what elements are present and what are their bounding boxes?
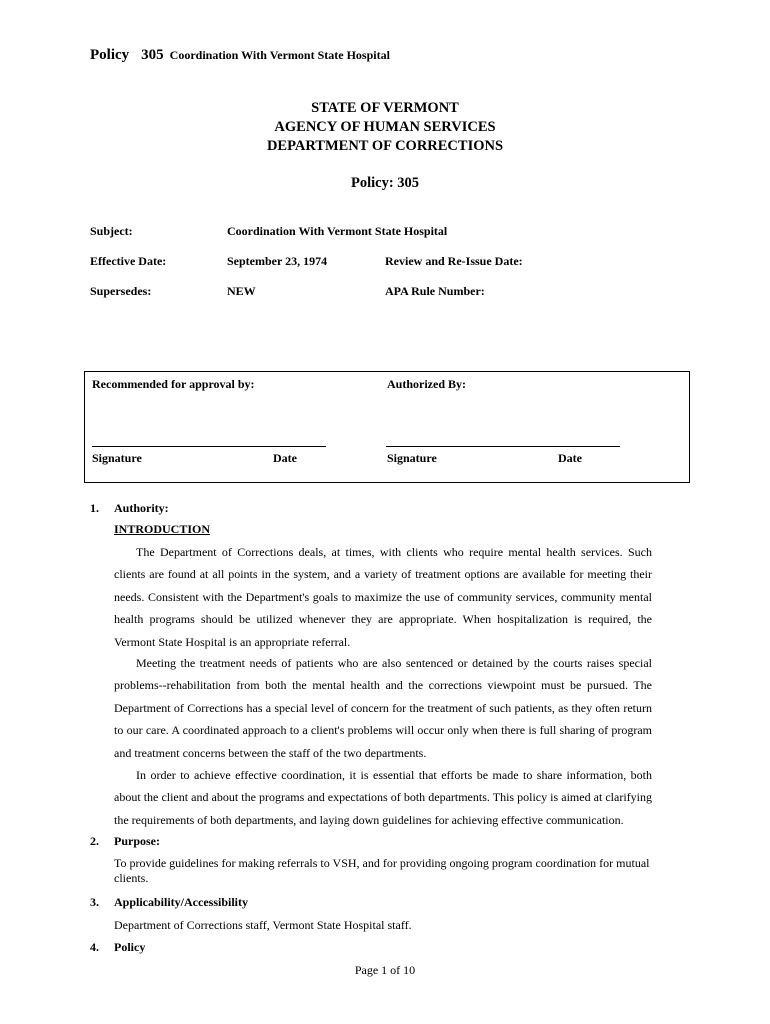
intro-paragraph-2 bbox=[114, 652, 652, 764]
authorized-signature-label: Signature bbox=[387, 451, 437, 465]
supersedes-value: NEW bbox=[227, 284, 256, 298]
section-2-title: Purpose: bbox=[114, 834, 160, 848]
section-4-title: Policy bbox=[114, 940, 146, 954]
section-3-title: Applicability/Accessibility bbox=[114, 895, 249, 909]
section-3-text: Department of Corrections staff, Vermont State Hospital staff. bbox=[114, 918, 412, 932]
intro-paragraph-1-text: The Department of Corrections deals, at times, with clients who require mental health services. Such clients are found at all points in the system, and a variety of treatment options are available for meeting their needs. Consistent with the Department's goals to maximize the use of community services, community mental health programs should be utilized whenever they are appropriate. When hospitalization is required, the Vermont State Hospital is an appropriate referral. bbox=[114, 545, 652, 649]
intro-paragraph-1 bbox=[114, 541, 652, 653]
authorized-signature-line bbox=[386, 446, 620, 447]
section-1-number: 1. bbox=[90, 501, 99, 515]
authorized-label: Authorized By: bbox=[387, 377, 466, 391]
review-date-label: Review and Re-Issue Date: bbox=[385, 254, 523, 268]
intro-paragraph-2-text: Meeting the treatment needs of patients who are also sentenced or detained by the courts raises special problems--rehabilitation from both the mental health and the corrections viewpoint must be pursued. The Department of Corrections has a special level of concern for the treatment of such patients, as they often return to our care. A coordinated approach to a client's problems will occur only when there is full sharing of program and treatment concerns between the staff of the two departments. bbox=[114, 656, 652, 760]
recommended-date-label: Date bbox=[273, 451, 297, 465]
effective-date-value: September 23, 1974 bbox=[227, 254, 328, 268]
running-header bbox=[90, 47, 390, 64]
recommended-signature-label: Signature bbox=[92, 451, 142, 465]
effective-date-label: Effective Date: bbox=[90, 254, 167, 268]
section-2-number: 2. bbox=[90, 834, 99, 848]
agency-line-2: AGENCY OF HUMAN SERVICES bbox=[274, 119, 496, 135]
recommended-signature-line bbox=[92, 446, 326, 447]
intro-paragraph-3 bbox=[114, 764, 652, 831]
intro-paragraph-3-text: In order to achieve effective coordination, it is essential that efforts be made to share information, both about the client and about the programs and expectations of both departments. This policy is aimed at clarifying the requirements of both departments, and laying down guidelines for achieving effective communication. bbox=[114, 768, 652, 827]
apa-rule-label: APA Rule Number: bbox=[385, 284, 485, 298]
page-number: Page 1 of 10 bbox=[354, 963, 416, 977]
agency-line-1: STATE OF VERMONT bbox=[311, 100, 459, 116]
section-2-text: To provide guidelines for making referrals to VSH, and for providing ongoing program coordination for mutual clients. bbox=[114, 856, 650, 885]
subject-label: Subject: bbox=[90, 224, 133, 238]
section-3-number: 3. bbox=[90, 895, 99, 909]
section-1-title: Authority: bbox=[114, 501, 169, 515]
policy-number: 305 bbox=[141, 47, 164, 63]
subject-value: Coordination With Vermont State Hospital bbox=[227, 224, 448, 238]
section-4-number: 4. bbox=[90, 940, 99, 954]
agency-line-3: DEPARTMENT OF CORRECTIONS bbox=[266, 138, 504, 154]
policy-word: Policy bbox=[90, 47, 130, 63]
authorized-date-label: Date bbox=[558, 451, 582, 465]
supersedes-label: Supersedes: bbox=[90, 284, 152, 298]
introduction-heading: INTRODUCTION bbox=[114, 522, 211, 536]
policy-label: Policy: 305 bbox=[350, 175, 420, 191]
recommended-label: Recommended for approval by: bbox=[92, 377, 255, 391]
policy-title: Coordination With Vermont State Hospital bbox=[169, 48, 390, 62]
